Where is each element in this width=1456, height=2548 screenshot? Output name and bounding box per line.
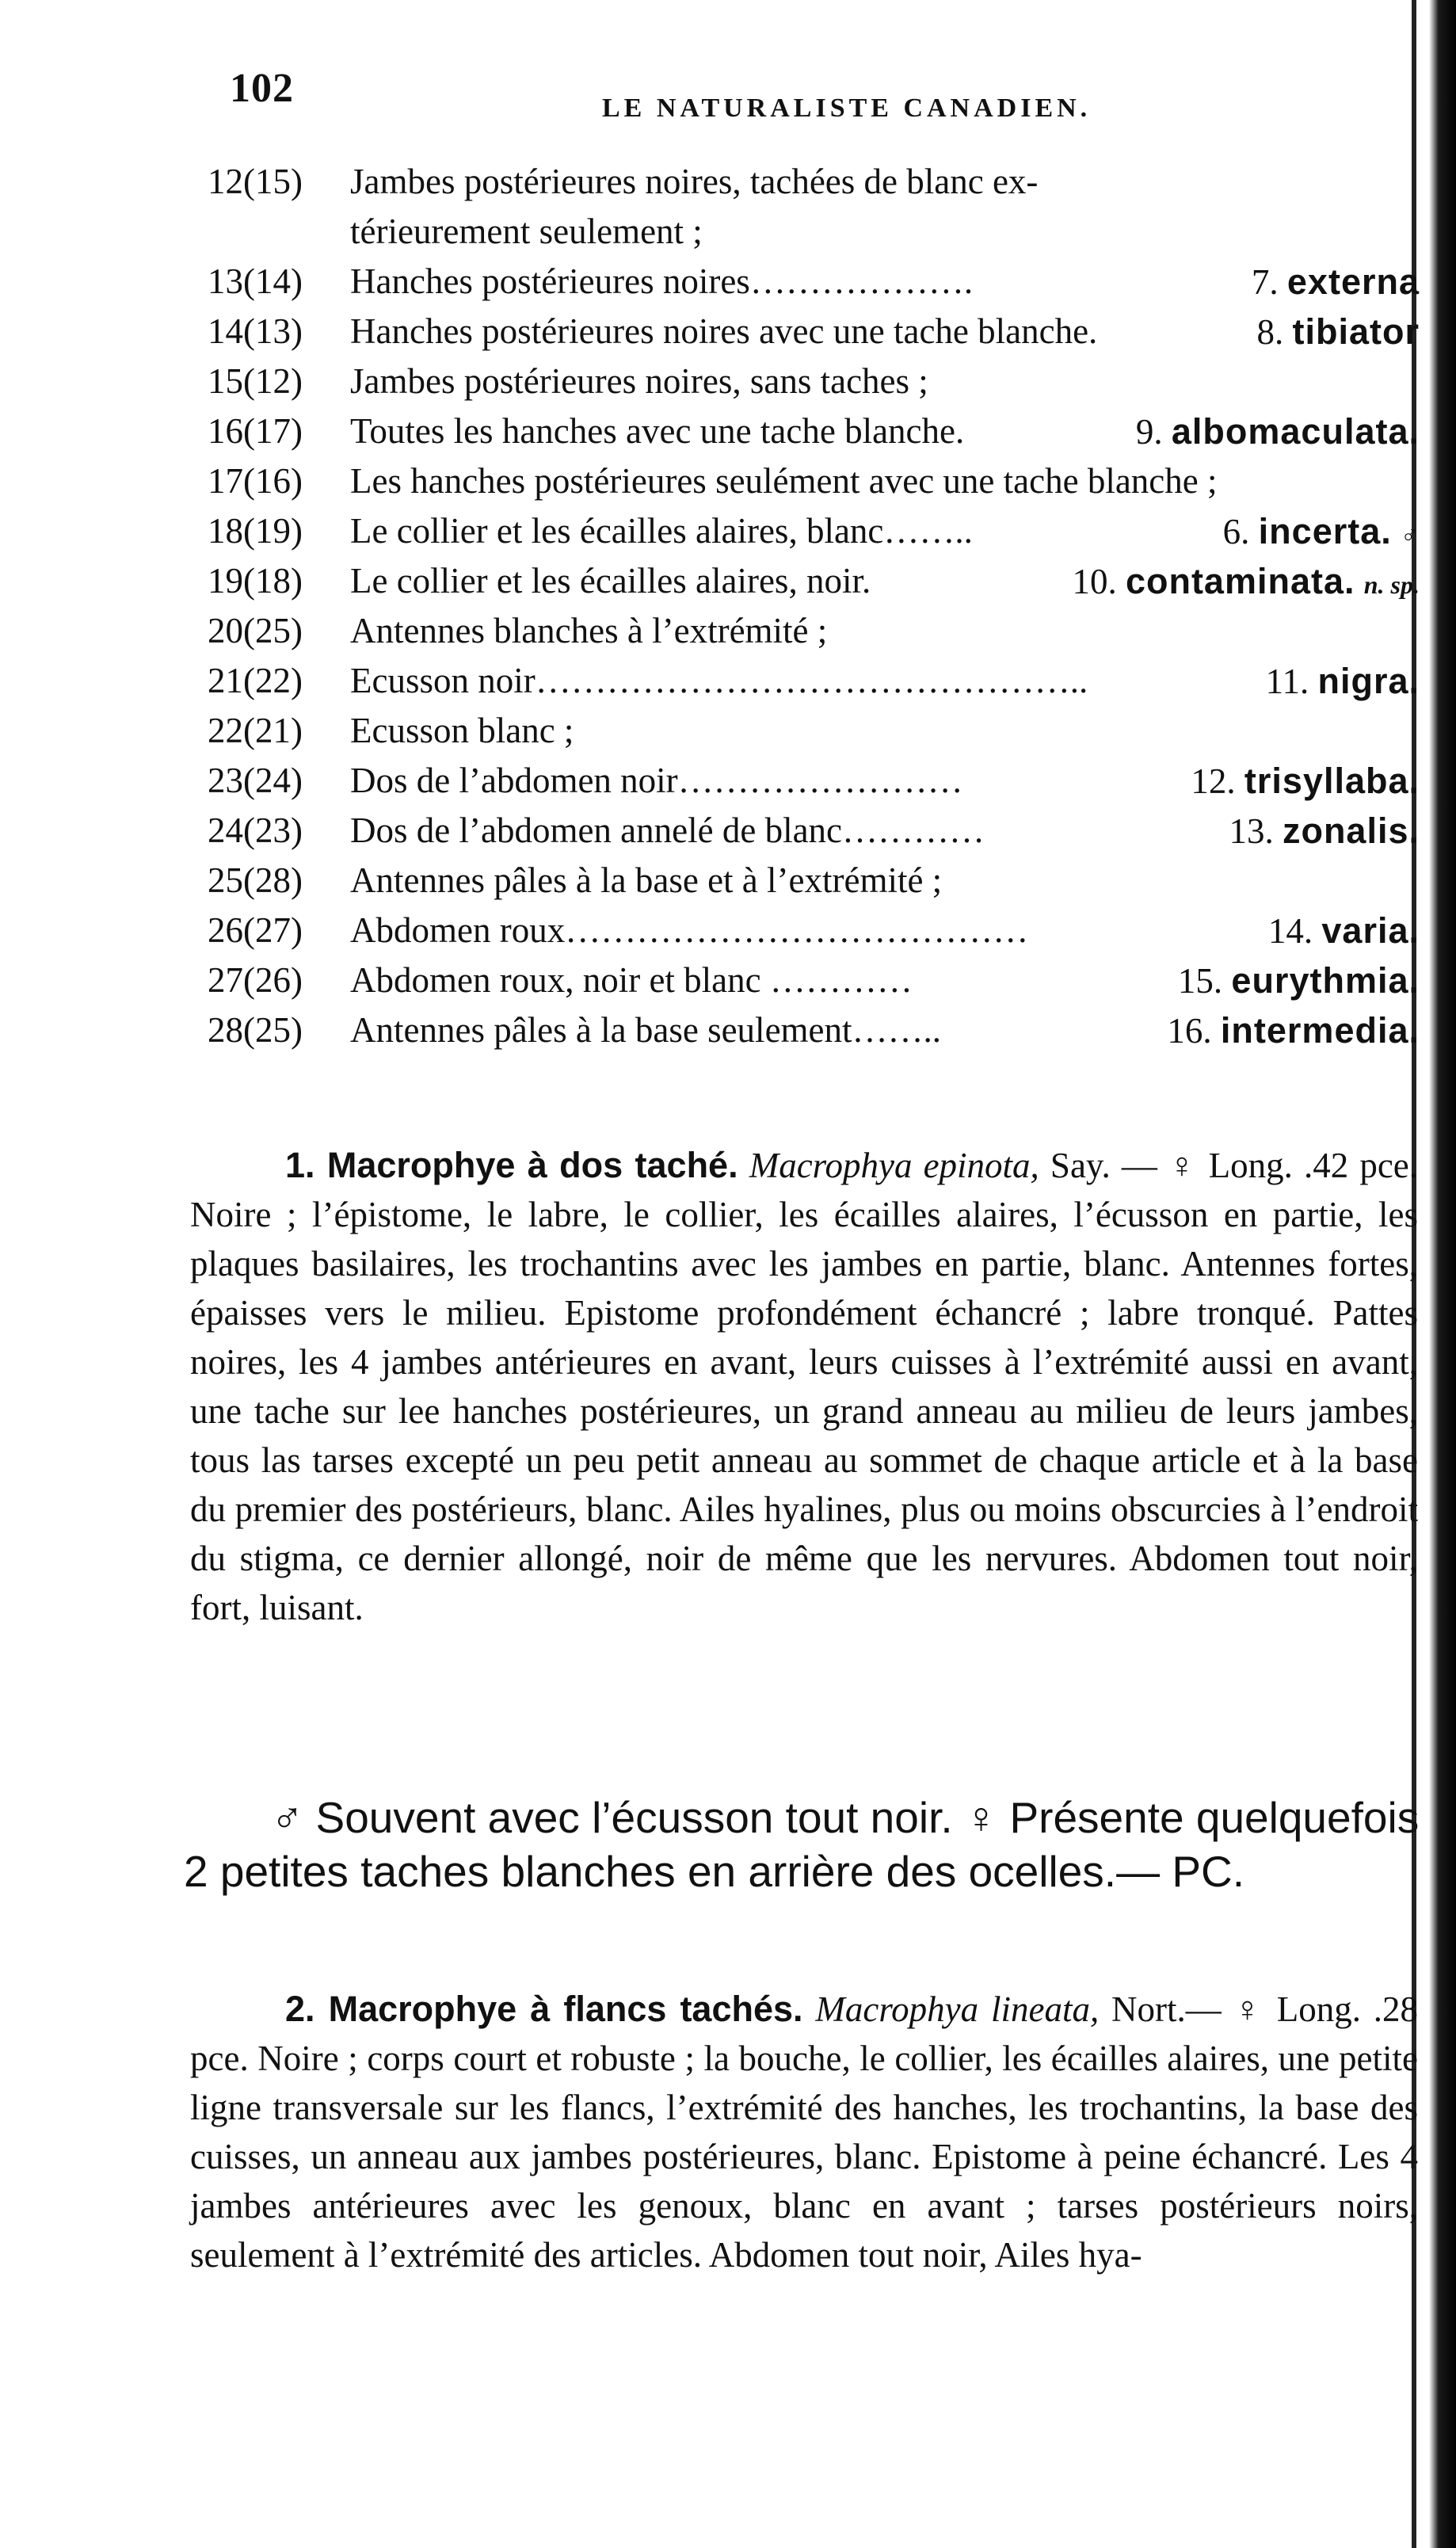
key-couplet-text: Antennes pâles à la base et à l’extrémité ; xyxy=(350,860,943,900)
key-couplet-number: 24(23) xyxy=(208,811,303,850)
species-description-text: Say. — ♀ Long. .42 pce. Noire ; l’épistome, le labre, le collier, les écailles alaires, l’écusson en partie, les plaques basilaires, les trochantins avec les jambes en partie, blanc. Antennes fortes, épaisses vers le milieu. Epistome profondément échancré ; labre tronqué. Pattes noires, les 4 jambes antérieures en avant, leurs cuisses à l’extrémité aussi en avant, une tache sur lee hanches postérieures, un grand anneau au milieu de leurs jambes, tous las tarses excepté un peu petit anneau au sommet de chaque article et à la base du premier des postérieurs, blanc. Ailes hyalines, plus ou moins obscurcies à l’endroit du stigma, ce dernier allongé, noir de même que les nervures. Abdomen tout noir, fort, luisant. xyxy=(190,1146,1419,1627)
key-row xyxy=(208,956,1420,1005)
key-couplet-text: Hanches postérieures noires avec une tache blanche. xyxy=(350,311,1098,351)
key-row xyxy=(208,357,1420,406)
key-row xyxy=(208,756,1420,806)
key-result-species: zonalis. xyxy=(1282,811,1420,851)
key-couplet-number: 26(27) xyxy=(208,910,303,950)
key-row xyxy=(208,506,1420,556)
running-head xyxy=(230,65,1196,144)
key-result xyxy=(1266,656,1420,707)
journal-title: LE NATURALISTE CANADIEN. xyxy=(602,93,1092,123)
identification-key xyxy=(208,157,1420,1055)
key-couplet-text: Antennes pâles à la base seulement…….. xyxy=(350,1010,942,1050)
key-row xyxy=(208,706,1420,756)
key-row xyxy=(208,257,1420,307)
key-couplet-text: Les hanches postérieures seulément avec une tache blanche ; xyxy=(350,461,1218,501)
key-result-species: contaminata. xyxy=(1125,561,1355,601)
key-result-number: 10. xyxy=(1072,562,1117,601)
species-note xyxy=(184,1791,1420,1898)
note-text: ♂ Souvent avec l’écusson tout noir. ♀ Présente quelquefois 2 petites taches blanches en arrière des ocelles.— PC. xyxy=(184,1793,1420,1896)
key-result-number: 13. xyxy=(1229,811,1274,851)
key-couplet-text: Ecusson blanc ; xyxy=(350,711,574,750)
key-result-species: nigra. xyxy=(1317,661,1420,701)
key-couplet-text: Jambes postérieures noires, sans taches ; xyxy=(350,361,928,401)
key-result-species: incerta. xyxy=(1258,511,1392,551)
key-couplet-number: 19(18) xyxy=(208,561,303,601)
key-result xyxy=(1223,506,1420,560)
key-result-species: varia. xyxy=(1321,910,1420,951)
key-result-number: 8. xyxy=(1256,312,1284,352)
key-result-species: trisyllaba. xyxy=(1244,761,1420,801)
key-result-extra: n. sp. xyxy=(1363,570,1420,599)
species-latin-name: Macrophya epinota, xyxy=(749,1146,1039,1185)
key-row xyxy=(208,157,1420,207)
key-result-number: 12. xyxy=(1191,761,1236,801)
species-description-1 xyxy=(190,1141,1418,1632)
key-row xyxy=(208,806,1420,856)
key-result-number: 14. xyxy=(1267,911,1313,951)
key-row xyxy=(208,307,1420,357)
key-couplet-number: 14(13) xyxy=(208,311,303,351)
key-row xyxy=(208,656,1420,706)
key-couplet-text: Dos de l’abdomen annelé de blanc………… xyxy=(350,811,985,850)
key-couplet-text: Dos de l’abdomen noir…………………… xyxy=(350,761,963,800)
key-result-number: 7. xyxy=(1251,262,1279,302)
page-number: 102 xyxy=(230,66,294,111)
key-couplet-text: Hanches postérieures noires………………. xyxy=(350,261,974,301)
species-heading: 1. Macrophye à dos taché. xyxy=(285,1145,738,1185)
key-couplet-number: 15(12) xyxy=(208,361,303,401)
key-row xyxy=(208,856,1420,906)
key-result xyxy=(1252,257,1420,307)
key-result-species: tibiator xyxy=(1292,311,1420,352)
key-couplet-number: 13(14) xyxy=(208,261,303,301)
key-result xyxy=(1257,307,1420,357)
key-result xyxy=(1178,956,1420,1006)
key-result-number: 6. xyxy=(1222,512,1250,551)
key-couplet-text: Ecusson noir……………………………………….. xyxy=(350,661,1088,700)
key-couplet-number: 22(21) xyxy=(208,711,303,750)
key-couplet-text: Toutes les hanches avec une tache blanche. xyxy=(350,411,965,451)
key-row xyxy=(208,456,1420,506)
key-couplet-number: 17(16) xyxy=(208,461,303,501)
key-couplet-text: Le collier et les écailles alaires, blanc…….. xyxy=(350,511,973,551)
key-result-number: 16. xyxy=(1167,1011,1212,1051)
key-result-species: intermedia. xyxy=(1220,1010,1420,1051)
key-result-species: eurythmia. xyxy=(1231,960,1420,1001)
key-result-extra: ♂ xyxy=(1401,521,1420,549)
key-result-number: 9. xyxy=(1135,412,1163,452)
species-heading: 2. Macrophye à flancs tachés. xyxy=(285,1989,803,2029)
key-couplet-number: 12(15) xyxy=(208,162,303,201)
key-result-species: albomaculata. xyxy=(1171,411,1420,452)
key-couplet-number: 25(28) xyxy=(208,860,303,900)
species-description-2 xyxy=(190,1985,1418,2279)
key-result-number: 11. xyxy=(1265,662,1309,701)
key-result-species: externa xyxy=(1286,261,1420,302)
key-couplet-number: 18(19) xyxy=(208,511,303,551)
key-couplet-number: 16(17) xyxy=(208,411,303,451)
page-edge-shadow xyxy=(1429,0,1456,2548)
key-row xyxy=(208,606,1420,656)
key-couplet-number: 20(25) xyxy=(208,611,303,650)
species-latin-name: Macrophya lineata, xyxy=(815,1989,1100,2029)
key-couplet-number: 28(25) xyxy=(208,1010,303,1050)
key-result xyxy=(1072,556,1420,610)
key-couplet-continuation: térieurement seulement ; xyxy=(350,212,703,251)
key-result xyxy=(1268,906,1420,956)
key-result xyxy=(1167,1005,1420,1056)
key-row xyxy=(208,406,1420,456)
key-couplet-text: Jambes postérieures noires, tachées de blanc ex- xyxy=(350,162,1039,201)
key-row xyxy=(208,1005,1420,1055)
key-row xyxy=(208,906,1420,956)
key-couplet-text: Le collier et les écailles alaires, noir. xyxy=(350,561,871,601)
key-couplet-number: 23(24) xyxy=(208,761,303,800)
key-couplet-text: Abdomen roux, noir et blanc ………… xyxy=(350,960,913,1000)
key-couplet-text: Abdomen roux………………………………… xyxy=(350,910,1029,950)
key-couplet-number: 27(26) xyxy=(208,960,303,1000)
key-couplet-text: Antennes blanches à l’extrémité ; xyxy=(350,611,828,650)
key-result xyxy=(1136,406,1420,457)
key-result xyxy=(1229,806,1420,856)
key-couplet-number: 21(22) xyxy=(208,661,303,700)
key-result xyxy=(1191,756,1420,807)
key-result-number: 15. xyxy=(1177,961,1223,1001)
species-description-text: Nort.— ♀ Long. .28 pce. Noire ; corps court et robuste ; la bouche, le collier, les écailles alaires, une petite ligne transversale sur les flancs, l’extrémité des hanches, les trochantins, la base des cuisses, un anneau aux jambes postérieures, blanc. Epistome à peine échancré. Les 4 jambes antérieures avec les genoux, blanc en avant ; tarses postérieurs noirs, seulement à l’extrémité des articles. Abdomen tout noir, Ailes hya- xyxy=(190,1989,1419,2275)
key-row xyxy=(208,556,1420,606)
